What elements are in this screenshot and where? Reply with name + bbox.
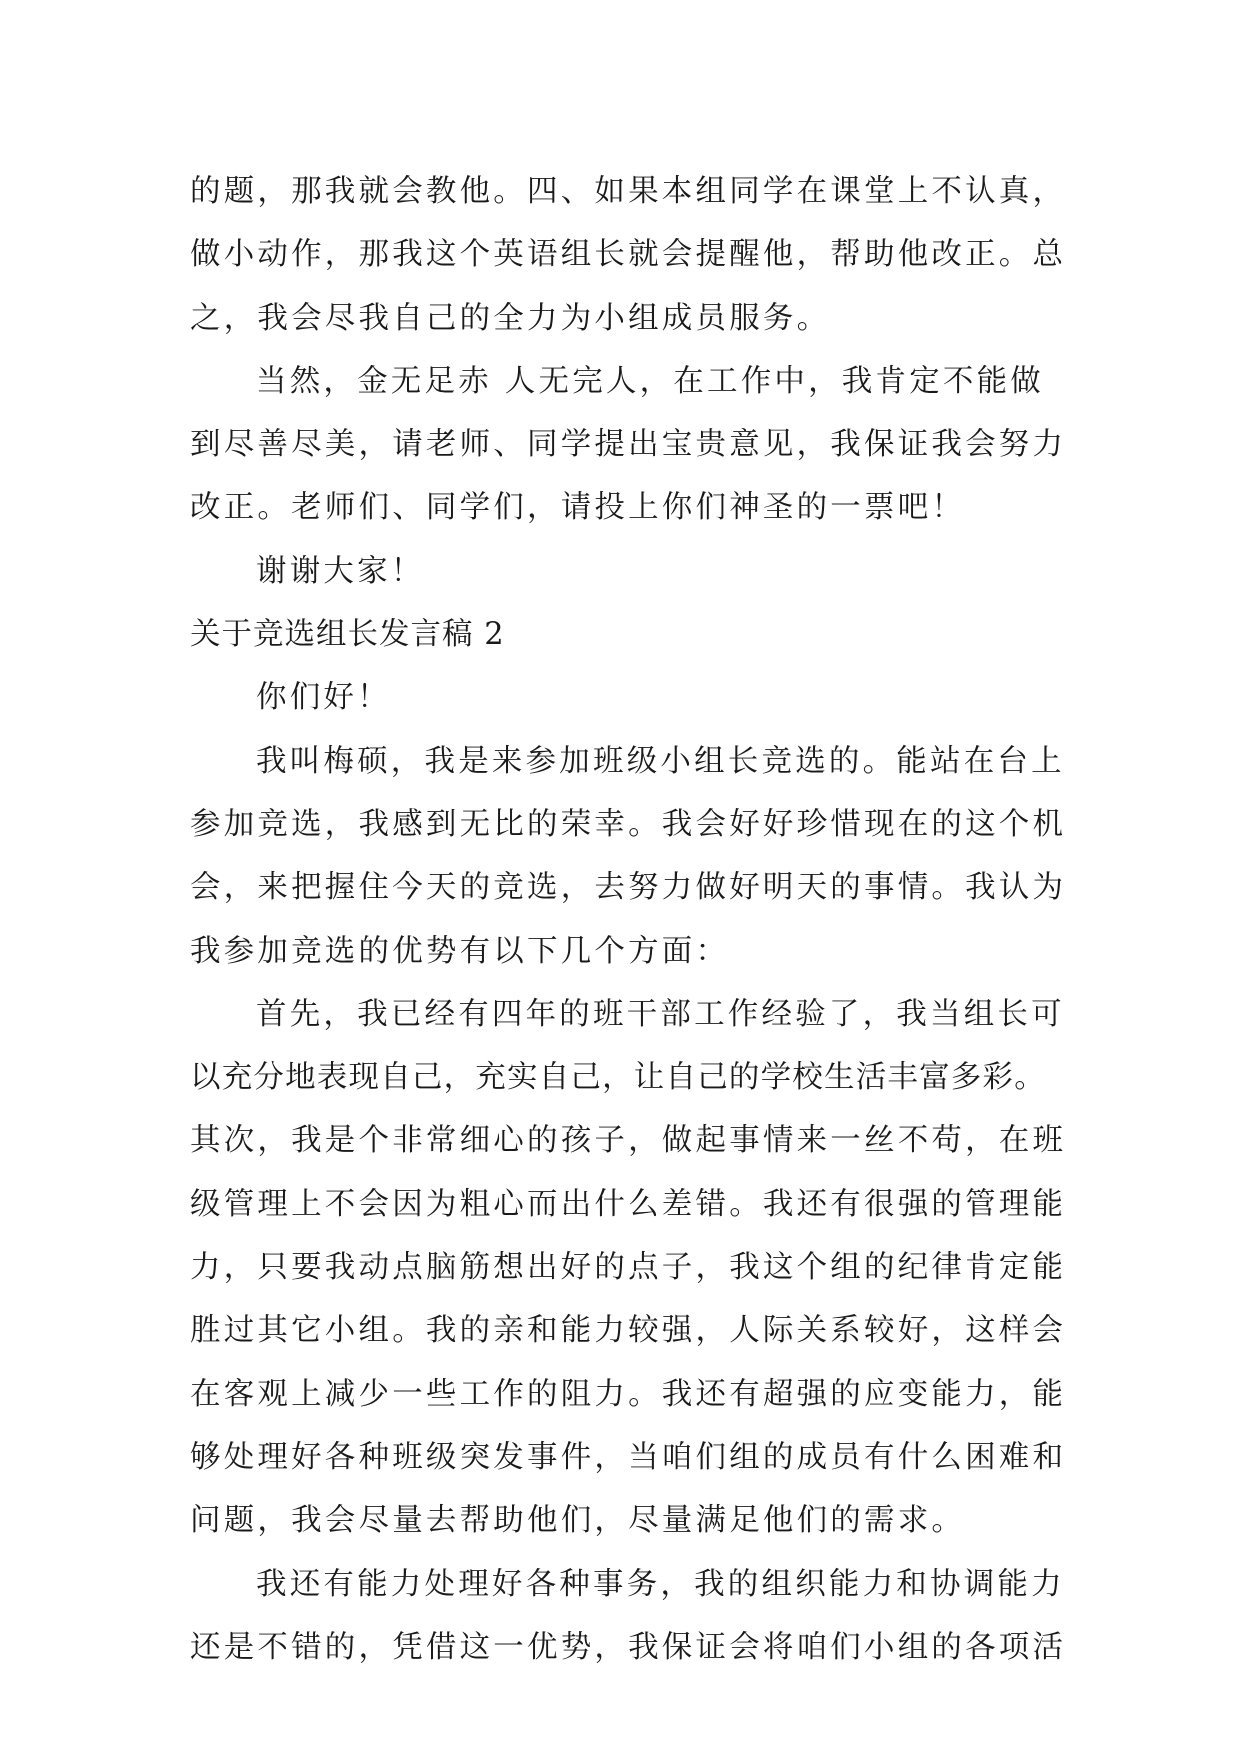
- body-line: 到尽善尽美，请老师、同学提出宝贵意见，我保证我会努力: [190, 427, 1067, 463]
- body-line: 胜过其它小组。我的亲和能力较强，人际关系较好，这样会: [190, 1313, 1067, 1349]
- body-line: 我参加竞选的优势有以下几个方面：: [190, 933, 730, 969]
- paragraph-start-line: 我叫梅硕，我是来参加班级小组长竞选的。能站在台上: [256, 743, 1065, 779]
- closing-thanks: 谢谢大家！: [256, 553, 425, 589]
- body-line: 之，我会尽我自己的全力为小组成员服务。: [190, 300, 831, 336]
- body-line: 够处理好各种班级突发事件，当咱们组的成员有什么困难和: [190, 1439, 1067, 1475]
- body-line: 在客观上减少一些工作的阻力。我还有超强的应变能力，能: [190, 1376, 1067, 1412]
- body-line: 力，只要我动点脑筋想出好的点子，我这个组的纪律肯定能: [190, 1250, 1067, 1286]
- body-line: 的题，那我就会教他。四、如果本组同学在课堂上不认真，: [190, 174, 1067, 209]
- body-line: 级管理上不会因为粗心而出什么差错。我还有很强的管理能: [190, 1186, 1067, 1222]
- body-line: 会，来把握住今天的竞选，去努力做好明天的事情。我认为: [190, 870, 1067, 906]
- section-heading: 关于竞选组长发言稿 2: [190, 617, 505, 653]
- body-line: 以充分地表现自己，充实自己，让自己的学校生活丰富多彩。: [190, 1060, 1046, 1096]
- body-line: 做小动作，那我这个英语组长就会提醒他，帮助他改正。总: [190, 237, 1067, 273]
- greeting: 你们好！: [256, 680, 391, 716]
- paragraph-start-line: 当然，金无足赤 人无完人，在工作中，我肯定不能做: [256, 363, 1044, 399]
- paragraph-start-line: 我还有能力处理好各种事务，我的组织能力和协调能力: [256, 1566, 1065, 1602]
- document-body: [190, 160, 1067, 1679]
- body-line: 其次，我是个非常细心的孩子，做起事情来一丝不苟，在班: [190, 1123, 1067, 1159]
- body-line: 还是不错的，凭借这一优势，我保证会将咱们小组的各项活: [190, 1629, 1067, 1665]
- paragraph-start-line: 首先，我已经有四年的班干部工作经验了，我当组长可: [256, 996, 1065, 1032]
- body-line: 改正。老师们、同学们，请投上你们神圣的一票吧！: [190, 490, 966, 526]
- body-line: 参加竞选，我感到无比的荣幸。我会好好珍惜现在的这个机: [190, 806, 1067, 842]
- body-line: 问题，我会尽量去帮助他们，尽量满足他们的需求。: [190, 1503, 966, 1539]
